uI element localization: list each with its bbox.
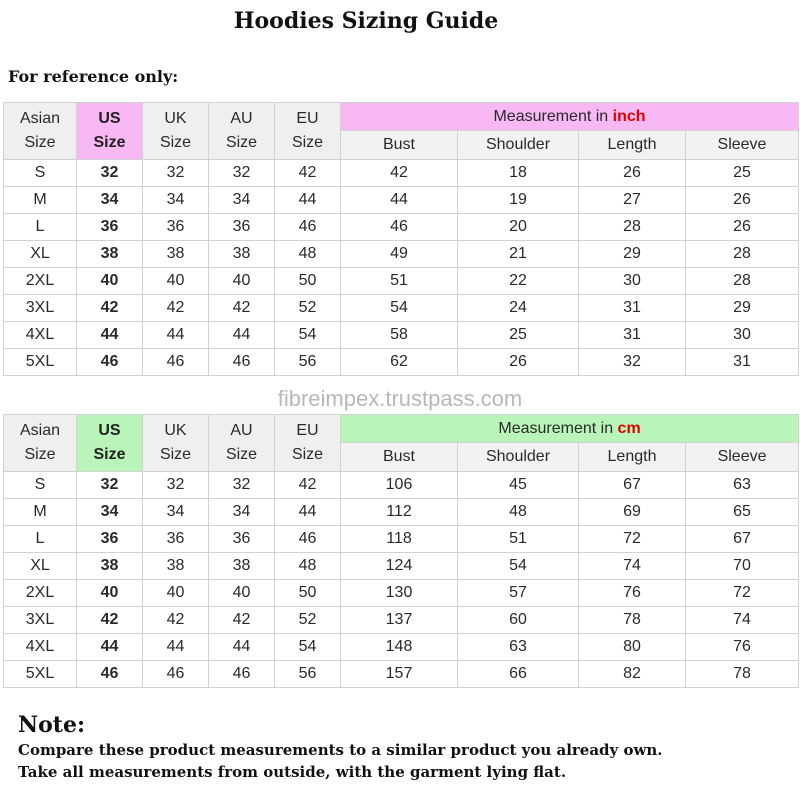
- cell-us: 32: [77, 160, 143, 187]
- cell-bust: 44: [341, 187, 458, 214]
- cell-asian: 2XL: [4, 268, 77, 295]
- cell-bust: 124: [341, 553, 458, 580]
- cell-us: 38: [77, 241, 143, 268]
- cell-us: 42: [77, 295, 143, 322]
- note-line: Compare these product measurements to a similar product you already own.: [18, 741, 663, 759]
- cell-eu: 54: [275, 634, 341, 661]
- cell-au: 46: [209, 661, 275, 688]
- cell-uk: 42: [143, 607, 209, 634]
- cell-us: 34: [77, 187, 143, 214]
- cell-eu: 52: [275, 607, 341, 634]
- cell-asian: M: [4, 499, 77, 526]
- cell-eu: 56: [275, 661, 341, 688]
- cell-shoulder: 51: [458, 526, 579, 553]
- cell-asian: 4XL: [4, 634, 77, 661]
- cell-shoulder: 45: [458, 472, 579, 499]
- cell-sleeve: 26: [686, 214, 799, 241]
- cell-eu: 52: [275, 295, 341, 322]
- table-row: [4, 661, 799, 688]
- column-length: Length: [579, 443, 686, 472]
- header-us-size: US Size: [77, 415, 143, 472]
- table-row: [4, 214, 799, 241]
- cell-length: 67: [579, 472, 686, 499]
- header-eu-size: EU Size: [275, 415, 341, 472]
- cell-bust: 137: [341, 607, 458, 634]
- table-row: [4, 526, 799, 553]
- cell-length: 29: [579, 241, 686, 268]
- cell-eu: 44: [275, 499, 341, 526]
- table-row: [4, 295, 799, 322]
- cell-eu: 48: [275, 553, 341, 580]
- column-shoulder: Shoulder: [458, 131, 579, 160]
- cell-au: 32: [209, 472, 275, 499]
- cell-uk: 34: [143, 499, 209, 526]
- cell-eu: 42: [275, 472, 341, 499]
- column-bust: Bust: [341, 443, 458, 472]
- table-row: [4, 607, 799, 634]
- cell-length: 26: [579, 160, 686, 187]
- table-row: [4, 634, 799, 661]
- table-row: [4, 322, 799, 349]
- table-row: [4, 580, 799, 607]
- cell-eu: 50: [275, 580, 341, 607]
- cell-sleeve: 28: [686, 268, 799, 295]
- header-asian-size: Asian Size: [4, 103, 77, 160]
- measurement-header-cm: Measurement in cm: [341, 415, 799, 443]
- cell-bust: 42: [341, 160, 458, 187]
- table-row: [4, 160, 799, 187]
- cell-asian: XL: [4, 553, 77, 580]
- cell-shoulder: 19: [458, 187, 579, 214]
- cell-bust: 130: [341, 580, 458, 607]
- cell-shoulder: 20: [458, 214, 579, 241]
- cell-shoulder: 21: [458, 241, 579, 268]
- cell-shoulder: 57: [458, 580, 579, 607]
- cell-au: 34: [209, 187, 275, 214]
- cell-uk: 38: [143, 553, 209, 580]
- column-bust: Bust: [341, 131, 458, 160]
- cell-au: 46: [209, 349, 275, 376]
- cell-sleeve: 67: [686, 526, 799, 553]
- header-uk-size: UK Size: [143, 415, 209, 472]
- cell-shoulder: 22: [458, 268, 579, 295]
- cell-us: 46: [77, 349, 143, 376]
- cell-length: 32: [579, 349, 686, 376]
- cell-uk: 44: [143, 634, 209, 661]
- cell-asian: 2XL: [4, 580, 77, 607]
- cell-uk: 36: [143, 526, 209, 553]
- cell-au: 40: [209, 580, 275, 607]
- cell-asian: 5XL: [4, 661, 77, 688]
- cell-au: 38: [209, 241, 275, 268]
- cell-bust: 49: [341, 241, 458, 268]
- cell-eu: 56: [275, 349, 341, 376]
- cell-shoulder: 48: [458, 499, 579, 526]
- cell-length: 76: [579, 580, 686, 607]
- cell-bust: 112: [341, 499, 458, 526]
- cell-au: 44: [209, 322, 275, 349]
- table-row: [4, 499, 799, 526]
- cell-sleeve: 76: [686, 634, 799, 661]
- cell-bust: 58: [341, 322, 458, 349]
- cell-us: 40: [77, 580, 143, 607]
- cell-sleeve: 72: [686, 580, 799, 607]
- header-au-size: AU Size: [209, 415, 275, 472]
- cell-au: 36: [209, 214, 275, 241]
- cell-sleeve: 74: [686, 607, 799, 634]
- cell-length: 82: [579, 661, 686, 688]
- table-row: [4, 268, 799, 295]
- cell-bust: 148: [341, 634, 458, 661]
- table-row: [4, 349, 799, 376]
- column-sleeve: Sleeve: [686, 443, 799, 472]
- cell-us: 36: [77, 214, 143, 241]
- cell-length: 30: [579, 268, 686, 295]
- cell-length: 78: [579, 607, 686, 634]
- cell-length: 31: [579, 322, 686, 349]
- cell-sleeve: 26: [686, 187, 799, 214]
- cell-au: 36: [209, 526, 275, 553]
- cell-au: 40: [209, 268, 275, 295]
- cell-us: 36: [77, 526, 143, 553]
- cell-uk: 40: [143, 580, 209, 607]
- cell-uk: 46: [143, 349, 209, 376]
- cell-asian: M: [4, 187, 77, 214]
- cell-sleeve: 25: [686, 160, 799, 187]
- unit-label: inch: [612, 107, 646, 125]
- cell-length: 69: [579, 499, 686, 526]
- cell-us: 44: [77, 322, 143, 349]
- cell-bust: 118: [341, 526, 458, 553]
- cell-shoulder: 25: [458, 322, 579, 349]
- watermark: fibreimpex.trustpass.com: [277, 386, 523, 411]
- cell-sleeve: 78: [686, 661, 799, 688]
- header-au-size: AU Size: [209, 103, 275, 160]
- column-shoulder: Shoulder: [458, 443, 579, 472]
- cell-us: 34: [77, 499, 143, 526]
- cell-uk: 34: [143, 187, 209, 214]
- cell-sleeve: 63: [686, 472, 799, 499]
- header-us-size: US Size: [77, 103, 143, 160]
- cell-shoulder: 26: [458, 349, 579, 376]
- note-line: Take all measurements from outside, with the garment lying flat.: [18, 763, 567, 781]
- header-asian-size: Asian Size: [4, 415, 77, 472]
- cell-au: 42: [209, 295, 275, 322]
- table-row: [4, 241, 799, 268]
- cell-eu: 50: [275, 268, 341, 295]
- cell-us: 38: [77, 553, 143, 580]
- cell-us: 40: [77, 268, 143, 295]
- cell-sleeve: 70: [686, 553, 799, 580]
- cell-asian: S: [4, 160, 77, 187]
- cell-length: 72: [579, 526, 686, 553]
- cell-bust: 46: [341, 214, 458, 241]
- cell-bust: 54: [341, 295, 458, 322]
- cell-uk: 36: [143, 214, 209, 241]
- cell-au: 34: [209, 499, 275, 526]
- cell-bust: 62: [341, 349, 458, 376]
- cell-eu: 42: [275, 160, 341, 187]
- cell-asian: L: [4, 214, 77, 241]
- cell-uk: 32: [143, 472, 209, 499]
- measurement-header-inch: Measurement in inch: [341, 103, 799, 131]
- cell-us: 42: [77, 607, 143, 634]
- cell-shoulder: 60: [458, 607, 579, 634]
- cell-bust: 157: [341, 661, 458, 688]
- cell-eu: 48: [275, 241, 341, 268]
- cell-asian: 3XL: [4, 607, 77, 634]
- note-title: Note:: [18, 712, 86, 738]
- cell-au: 38: [209, 553, 275, 580]
- cell-uk: 38: [143, 241, 209, 268]
- cell-asian: 5XL: [4, 349, 77, 376]
- header-uk-size: UK Size: [143, 103, 209, 160]
- cell-sleeve: 65: [686, 499, 799, 526]
- cell-asian: S: [4, 472, 77, 499]
- size-table-inch: [3, 102, 799, 376]
- cell-sleeve: 30: [686, 322, 799, 349]
- cell-eu: 54: [275, 322, 341, 349]
- table-row: [4, 187, 799, 214]
- size-table-cm: [3, 414, 799, 688]
- unit-label: cm: [617, 419, 641, 437]
- cell-uk: 44: [143, 322, 209, 349]
- cell-length: 74: [579, 553, 686, 580]
- cell-asian: L: [4, 526, 77, 553]
- cell-uk: 42: [143, 295, 209, 322]
- cell-au: 42: [209, 607, 275, 634]
- reference-note: For reference only:: [8, 67, 179, 86]
- column-sleeve: Sleeve: [686, 131, 799, 160]
- column-length: Length: [579, 131, 686, 160]
- cell-au: 44: [209, 634, 275, 661]
- cell-au: 32: [209, 160, 275, 187]
- table-row: [4, 472, 799, 499]
- page-title: Hoodies Sizing Guide: [233, 8, 499, 34]
- cell-uk: 40: [143, 268, 209, 295]
- cell-bust: 51: [341, 268, 458, 295]
- cell-asian: 4XL: [4, 322, 77, 349]
- cell-us: 44: [77, 634, 143, 661]
- cell-shoulder: 63: [458, 634, 579, 661]
- cell-shoulder: 18: [458, 160, 579, 187]
- cell-shoulder: 54: [458, 553, 579, 580]
- cell-us: 32: [77, 472, 143, 499]
- cell-length: 27: [579, 187, 686, 214]
- cell-eu: 46: [275, 214, 341, 241]
- cell-length: 31: [579, 295, 686, 322]
- cell-asian: 3XL: [4, 295, 77, 322]
- cell-us: 46: [77, 661, 143, 688]
- cell-uk: 32: [143, 160, 209, 187]
- cell-sleeve: 28: [686, 241, 799, 268]
- cell-eu: 44: [275, 187, 341, 214]
- cell-length: 28: [579, 214, 686, 241]
- cell-uk: 46: [143, 661, 209, 688]
- cell-shoulder: 66: [458, 661, 579, 688]
- cell-sleeve: 29: [686, 295, 799, 322]
- table-row: [4, 553, 799, 580]
- cell-eu: 46: [275, 526, 341, 553]
- cell-length: 80: [579, 634, 686, 661]
- cell-bust: 106: [341, 472, 458, 499]
- header-eu-size: EU Size: [275, 103, 341, 160]
- cell-shoulder: 24: [458, 295, 579, 322]
- cell-asian: XL: [4, 241, 77, 268]
- cell-sleeve: 31: [686, 349, 799, 376]
